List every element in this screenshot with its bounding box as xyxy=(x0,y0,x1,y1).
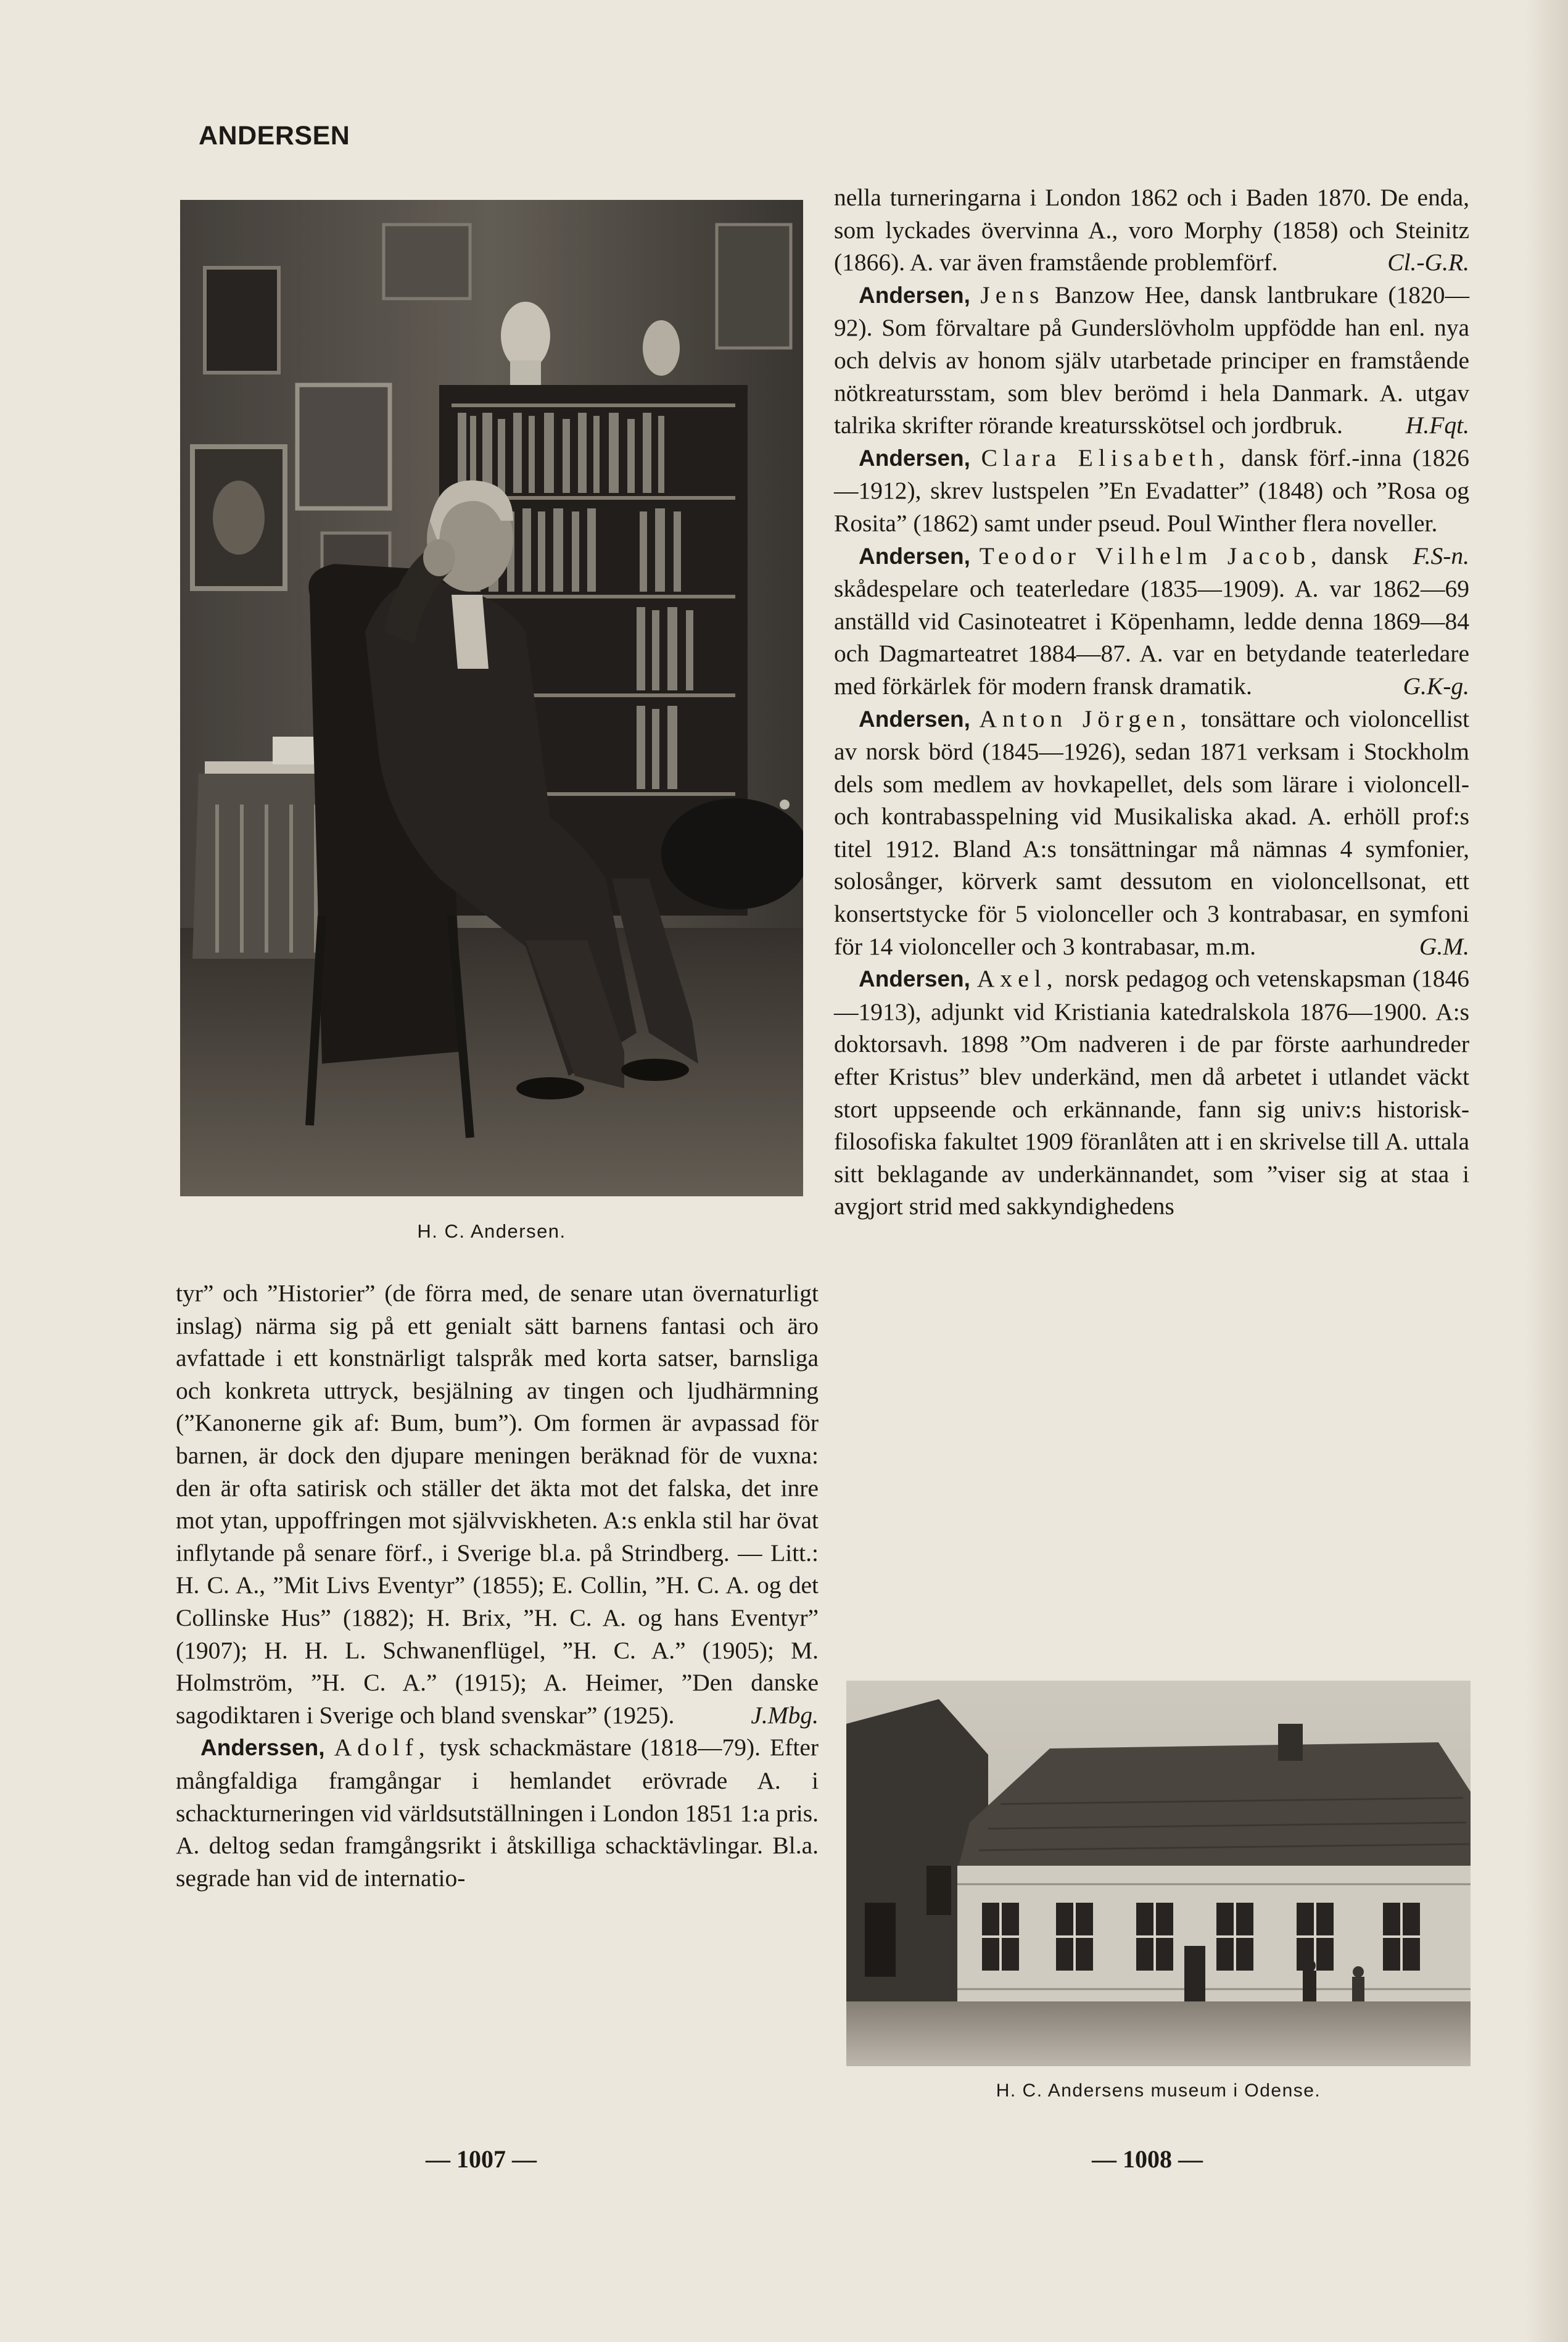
museum-photo xyxy=(846,1681,1471,2066)
author-signature: G.M. xyxy=(1419,932,1469,960)
page-number-left: — 1007 — xyxy=(426,2145,537,2173)
entry-name: Adolf, xyxy=(334,1734,431,1761)
entry-teodor-andersen xyxy=(834,540,1469,703)
running-head: ANDERSEN xyxy=(199,121,350,151)
entry-text: tysk schackmästare (1818—79). Efter mångfaldiga framgångar i hemlandet erövrade A. i schackturneringen vid världsutställningen i London 1851 1:a pris. A. deltog sedan framgångsrikt i åtskilliga schacktävlingar. Bl.a. segrade han vid de internatio- xyxy=(176,1734,819,1892)
entry-headword: Andersen, xyxy=(859,706,970,732)
continuation-text: nella turneringarna i London 1862 och i Baden 1870. De enda, som lyckades övervinna A., voro Morphy (1858) och Steinitz (1866). A. var även framstående problemförf. xyxy=(834,184,1469,276)
entry-text: dansk skådespelare och teaterledare (1835—1909). A. var 1862—69 anställd vid Casinoteatret i Köpenhamn, ledde denna 1869—84 och Dagmarteatret 1884—87. A. var en betydande teaterledare med förkärlek för modern fransk dramatik. xyxy=(834,542,1469,700)
author-signature: J.Mbg. xyxy=(751,1701,819,1729)
entry-name: Anton Jörgen, xyxy=(979,705,1192,732)
entry-adolf-anderssen xyxy=(176,1731,819,1894)
entry-name: Clara Elisabeth, xyxy=(981,444,1231,471)
author-signature: Cl.-G.R. xyxy=(1387,249,1469,276)
continuation-paragraph xyxy=(834,181,1469,279)
entry-name: Axel, xyxy=(976,965,1058,993)
entry-jens-andersen xyxy=(834,279,1469,442)
portrait-image xyxy=(180,200,803,1196)
right-column xyxy=(834,181,1469,1223)
continuation-paragraph xyxy=(176,1277,819,1731)
entry-anton-andersen xyxy=(834,703,1469,963)
entry-text: norsk pedagog och vetenskapsman (1846—1913), adjunkt vid Kristiania katedralskola 1876—1900. A:s doktorsavh. 1898 ”Om nadveren i de par förste aarhundreder efter Kristus” blev underkänd, men då arbetet i utlandet väckt stort uppseende och erkännande, fann sig univ:s historisk-filosofiska fakultet 1909 föranlåten att i en skrivelse till A. uttala sitt beklagande av underkännandet, som ”viser sig at staa i avgjort strid med sakkyndighedens xyxy=(834,965,1470,1220)
portrait-photo xyxy=(180,200,803,1196)
museum-caption: H. C. Andersens museum i Odense. xyxy=(996,2080,1321,2101)
left-column xyxy=(176,1277,819,1894)
entry-text: Banzow Hee, dansk lantbrukare (1820—92). Som förvaltare på Gunderslövholm uppfödde han enl. nya och delvis av honom själv utarbetade principer en framstående nötkreatursstam, som blev berömd i hela Danmark. A. utgav talrika skrifter rörande kreatursskötsel och jordbruk. xyxy=(834,281,1470,439)
author-signature: H.Fqt. xyxy=(1405,412,1469,439)
entry-headword: Andersen, xyxy=(859,445,970,471)
entry-axel-andersen xyxy=(834,962,1469,1223)
entry-headword: Andersen, xyxy=(859,543,970,569)
entry-headword: Anderssen, xyxy=(200,1735,325,1761)
author-signature: F.S-n. xyxy=(1413,542,1469,569)
entry-name: Jens xyxy=(980,281,1045,308)
author-signature: G.K-g. xyxy=(1403,672,1469,700)
page-number-right: — 1008 — xyxy=(1092,2145,1203,2173)
portrait-caption: H. C. Andersen. xyxy=(417,1220,566,1242)
entry-headword: Andersen, xyxy=(859,966,970,992)
entry-headword: Andersen, xyxy=(859,282,970,308)
page-edge-shadow xyxy=(1525,0,1568,2342)
entry-text: dansk förf.-inna (1826—1912), skrev lustspelen ”En Evadatter” (1848) och ”Rosa og Rosita” (1862) samt under pseud. Poul Winther flera noveller. xyxy=(834,444,1470,537)
entry-name: Teodor Vilhelm Jacob, xyxy=(979,542,1322,569)
entry-text: tonsättare och violoncellist av norsk börd (1845—1926), sedan 1871 verksam i Stockholm dels som medlem av hovkapellet, dels som lärare i violoncell- och kontrabasspelning vid Musikaliska akad. A. erhöll prof:s titel 1912. Bland A:s tonsättningar må nämnas 4 symfonier, solosånger, körverk samt dessutom en violoncellsonat, ett konsertstycke för 5 violonceller och 3 kontrabasar, en symfoni för 14 violonceller och 3 kontrabasar, m.m. xyxy=(834,705,1469,960)
museum-image xyxy=(846,1681,1471,2066)
continuation-text: tyr” och ”Historier” (de förra med, de senare utan övernaturligt inslag) närma sig på ett genialt sätt barnens fantasi och äro avfattade i ett konstnärligt talspråk med korta satser, barnsliga och konkreta uttryck, besjälning av tingen och ljudhärmning (”Kanonerne gik af: Bum, bum”). Om formen är avpassad för barnen, är dock den djupare meningen beräknad för de vuxna: den är ofta satirisk och ställer det äkta mot det falska, det inre mot ytan, uppoffringen mot självviskheten. A:s enkla stil har övat inflytande på senare förf., i Sverige bl.a. på Strindberg. — Litt.: H. C. A., ”Mit Livs Eventyr” (1855); E. Collin, ”H. C. A. og det Collinske Hus” (1882); H. Brix, ”H. C. A. og hans Eventyr” (1907); H. H. L. Schwanenflügel, ”H. C. A.” (1905); M. Holmström, ”H. C. A.” (1915); A. Heimer, ”Den danske sagodiktaren i Sverige och bland svenskar” (1925). xyxy=(176,1280,819,1729)
